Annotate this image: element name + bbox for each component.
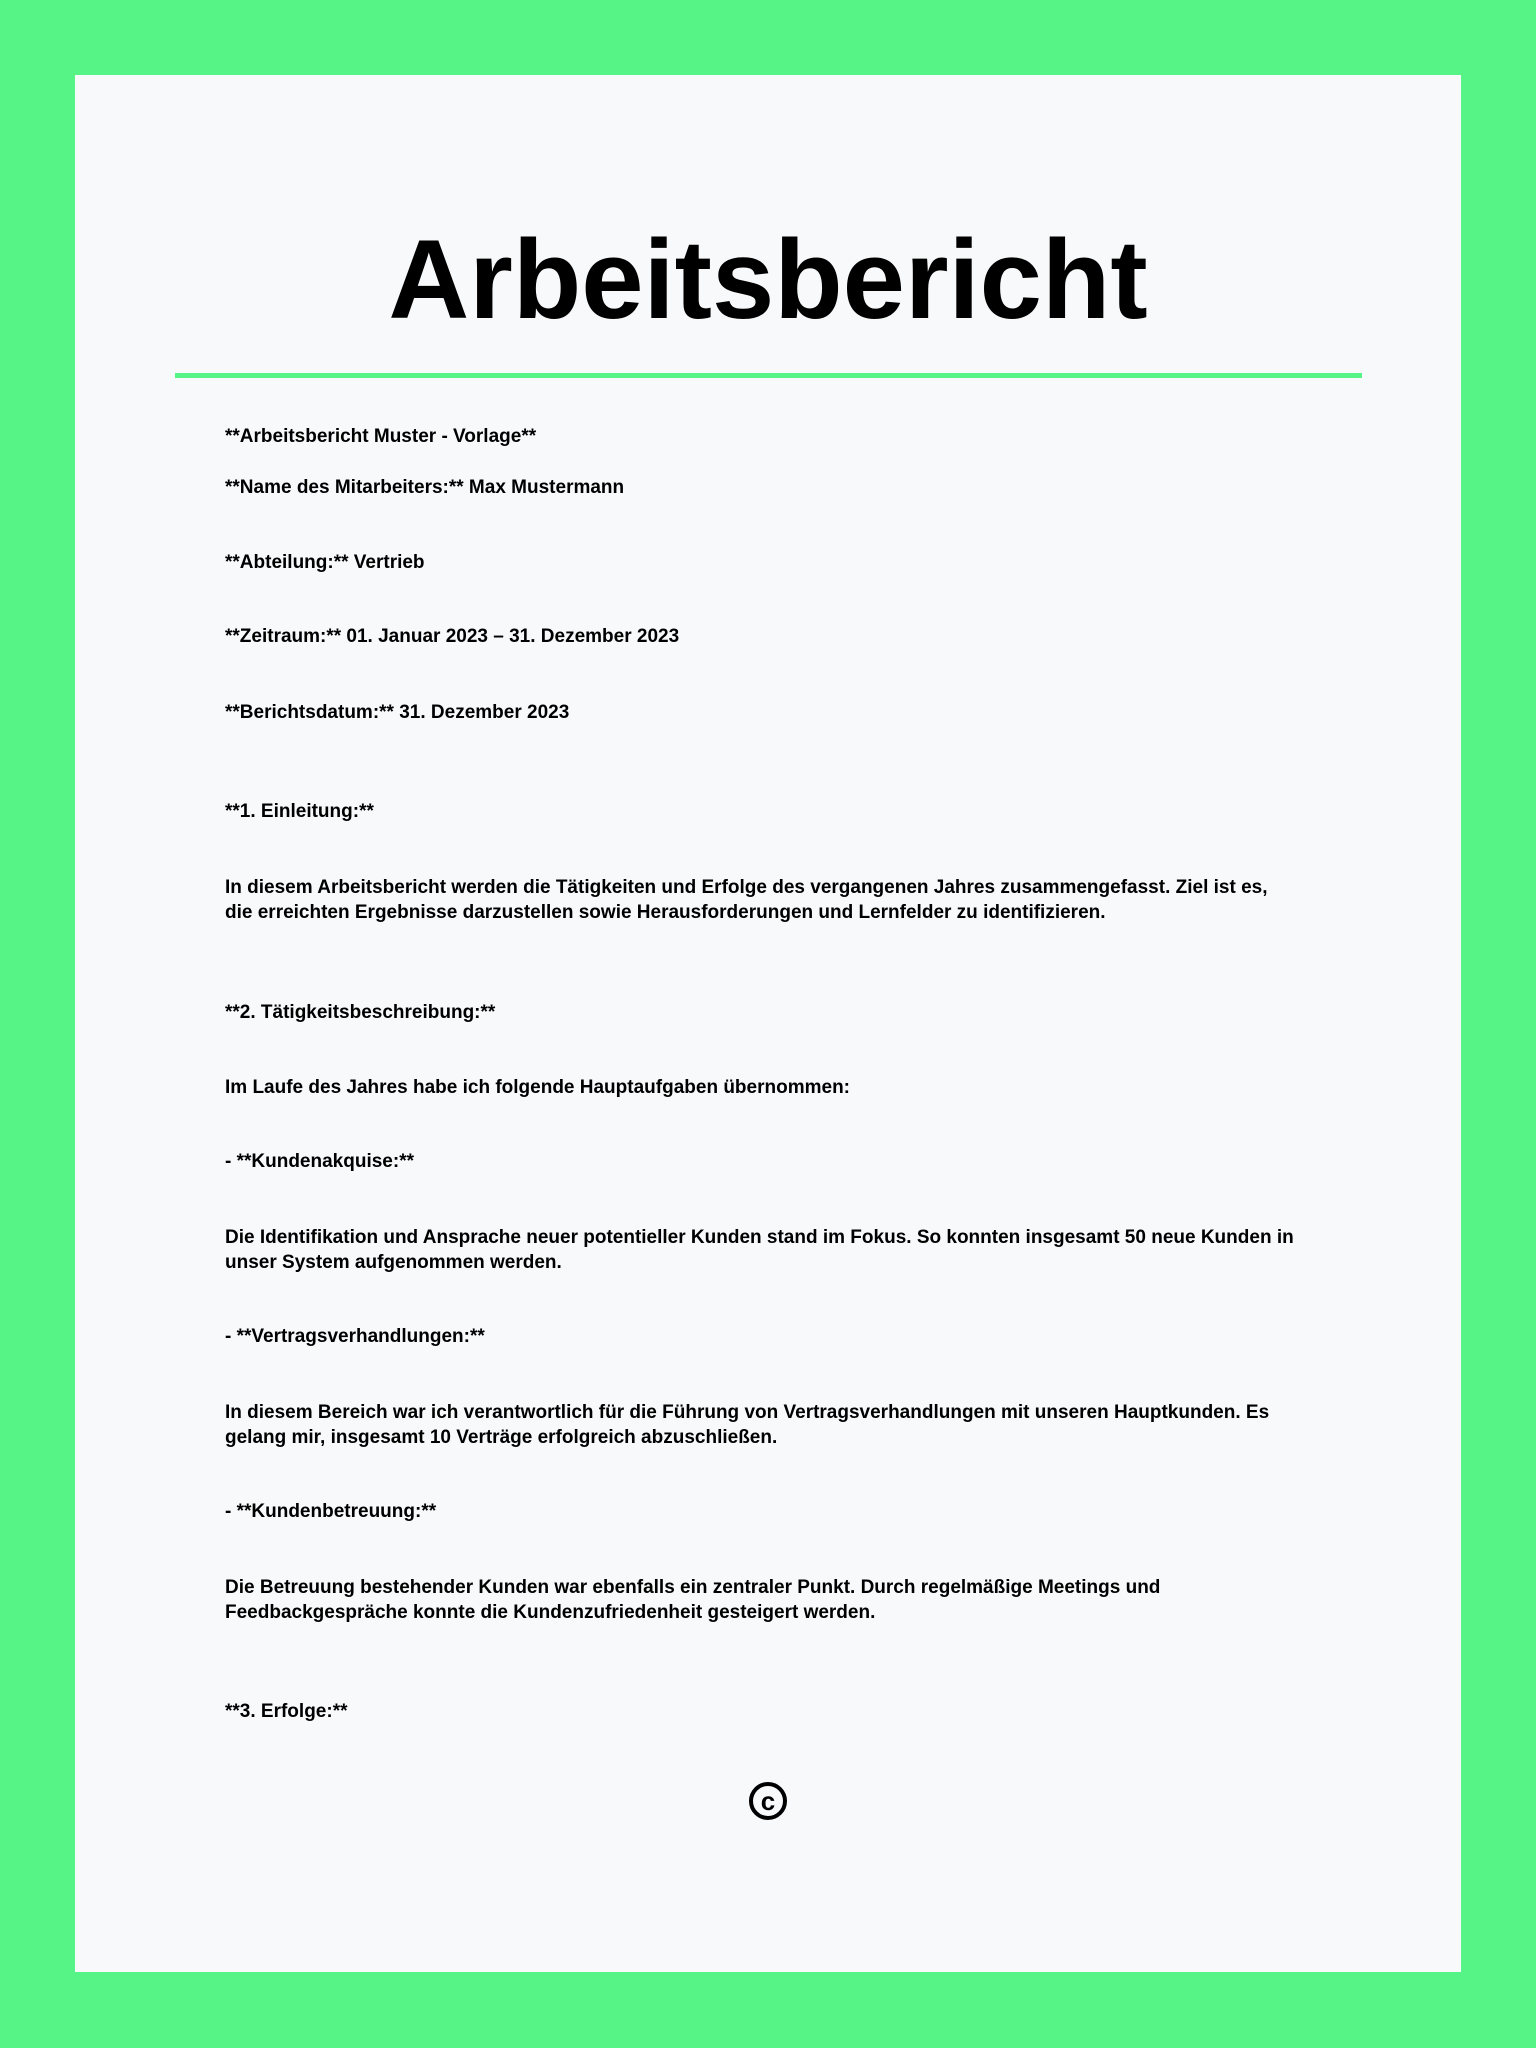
document-heading: **Arbeitsbericht Muster - Vorlage**	[225, 426, 537, 447]
section-heading-activities: **2. Tätigkeitsbeschreibung:**	[225, 1002, 496, 1023]
field-employee-name: **Name des Mitarbeiters:** Max Mustermann	[225, 477, 625, 498]
paragraph-line: die erreichten Ergebnisse darzustellen sowie Herausforderungen und Lernfelder zu identifizieren.	[225, 902, 1106, 923]
list-item-heading: - **Kundenakquise:**	[225, 1151, 414, 1172]
paragraph-line: Die Identifikation und Ansprache neuer potentieller Kunden stand im Fokus. So konnten insgesamt 50 neue Kunden in	[225, 1227, 1294, 1248]
list-item-heading: - **Vertragsverhandlungen:**	[225, 1326, 485, 1347]
copyright-letter: c	[760, 1786, 776, 1816]
section-heading-successes: **3. Erfolge:**	[225, 1701, 348, 1722]
paragraph-line: Im Laufe des Jahres habe ich folgende Hauptaufgaben übernommen:	[225, 1077, 850, 1098]
paragraph-line: gelang mir, insgesamt 10 Verträge erfolgreich abzuschließen.	[225, 1427, 778, 1448]
section-heading-introduction: **1. Einleitung:**	[225, 801, 374, 822]
title-divider	[175, 373, 1362, 378]
paragraph-line: In diesem Bereich war ich verantwortlich für die Führung von Vertragsverhandlungen mit unseren Hauptkunden. Es	[225, 1402, 1270, 1423]
page-title: Arbeitsbericht	[388, 217, 1148, 342]
paragraph-line: Die Betreuung bestehender Kunden war ebenfalls ein zentraler Punkt. Durch regelmäßige Meetings und	[225, 1577, 1161, 1598]
paragraph-line: In diesem Arbeitsbericht werden die Tätigkeiten und Erfolge des vergangenen Jahres zusammengefasst. Ziel ist es,	[225, 877, 1268, 898]
list-item-heading: - **Kundenbetreuung:**	[225, 1501, 437, 1522]
paragraph-line: Feedbackgespräche konnte die Kundenzufriedenheit gesteigert werden.	[225, 1602, 876, 1623]
field-department: **Abteilung:** Vertrieb	[225, 552, 425, 573]
field-report-date: **Berichtsdatum:** 31. Dezember 2023	[225, 702, 570, 723]
field-period: **Zeitraum:** 01. Januar 2023 – 31. Dezember 2023	[225, 626, 680, 647]
copyright-icon	[749, 1782, 787, 1820]
paragraph-line: unser System aufgenommen werden.	[225, 1252, 562, 1273]
